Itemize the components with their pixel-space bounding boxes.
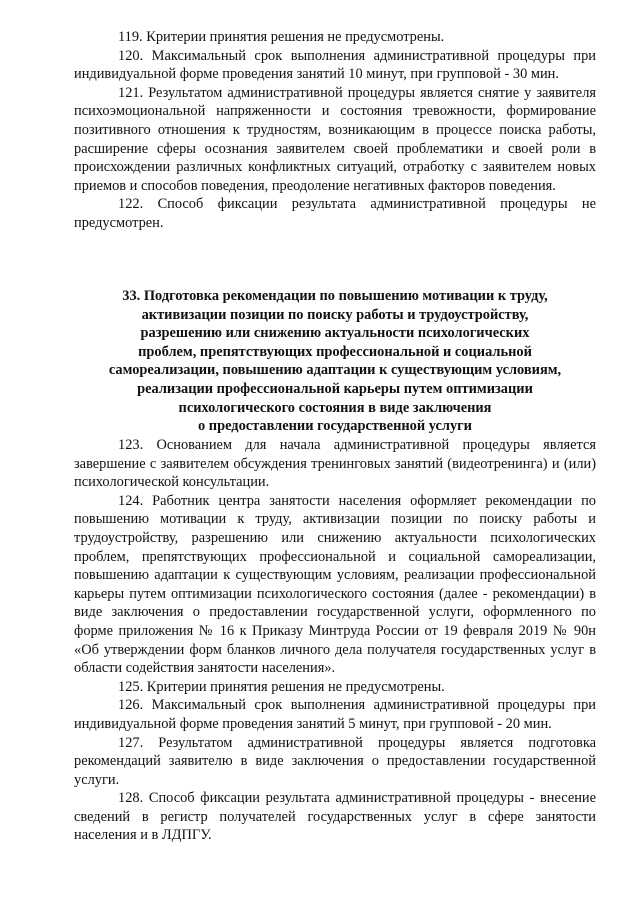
paragraph-124-text-start: 124. Работник центра занятости населения оформляет рекомендации по повышению мотивации к труду, активизации позиции по поиску работы и трудоустройству, разрешению или снижению актуальности психологических проблем, препятствующих профессиональной и социальной самореализации, повышению адаптации к существующим условиям, реализации профессиональной карьеры путем оптимизации психологического состояния (далее - рекомендации) в виде xyxy=(74,492,596,621)
heading-line: проблем, препятствующих профессиональной и социальной xyxy=(138,343,532,360)
paragraph-126: 126. Максимальный срок выполнения административной процедуры при индивидуальной форме проведения занятий 5 минут, при групповой - 20 мин. xyxy=(74,697,596,732)
section-heading xyxy=(74,287,596,436)
paragraph-123: 123. Основанием для начала административной процедуры является завершение с заявителем обсуждения тренинговых занятий (видеотренинга) и (или) психологической консультации. xyxy=(74,437,596,491)
paragraph-124-text-end: о предоставлении государственной услуги, оформленного по форме приложения № 16 к Приказу Минтруда России от 19 февраля 2019 № 90н «Об утверждении форм бланков личного дела получателя государственных услуг в области содействия занятости населения». xyxy=(74,604,596,677)
paragraph-125: 125. Критерии принятия решения не предусмотрены. xyxy=(118,678,445,695)
heading-line: активизации позиции по поиску работы и трудоустройству, xyxy=(141,306,529,323)
paragraph-122: 122. Способ фиксации результата административной процедуры не предусмотрен. xyxy=(74,196,596,231)
bottom-text-block xyxy=(74,436,596,845)
paragraph-128: 128. Способ фиксации результата административной процедуры - внесение сведений в регистр получателей государственных услуг в сфере занятости населения и в ЛДПГУ. xyxy=(74,790,596,844)
heading-line: 33. Подготовка рекомендации по повышению мотивации к труду, xyxy=(122,288,548,304)
conclusion-link[interactable]: заключения xyxy=(111,604,184,621)
heading-line: разрешению или снижению актуальности психологических xyxy=(140,325,530,342)
paragraph-121: 121. Результатом административной процедуры является снятие у заявителя психоэмоциональной напряженности и состояния тревожности, формирование позитивного отношения к трудностям, возникающим в процессе поиска работы, расширение сферы осознания заявителем своей проблематики и своей роли в происхождении различных конфликтных ситуаций, отработку с заявителем новых приемов и способов поведения, преодоление негативных факторов поведения. xyxy=(74,84,596,194)
paragraph-127: 127. Результатом административной процедуры является подготовка рекомендаций заявителю в виде заключения о предоставлении государственной услуги. xyxy=(74,734,596,788)
heading-line: реализации профессиональной карьеры путем оптимизации xyxy=(137,380,533,397)
heading-line: психологического состояния в виде заключения xyxy=(178,399,492,416)
paragraph-119: 119. Критерии принятия решения не предусмотрены. xyxy=(118,29,445,45)
paragraph-124 xyxy=(74,492,596,678)
top-text-block xyxy=(74,28,596,233)
heading-line: о предоставлении государственной услуги xyxy=(198,418,472,435)
heading-line: самореализации, повышению адаптации к существующим условиям, xyxy=(108,362,562,379)
paragraph-120: 120. Максимальный срок выполнения административной процедуры при индивидуальной форме проведения занятий 10 минут, при групповой - 30 мин. xyxy=(74,47,596,83)
